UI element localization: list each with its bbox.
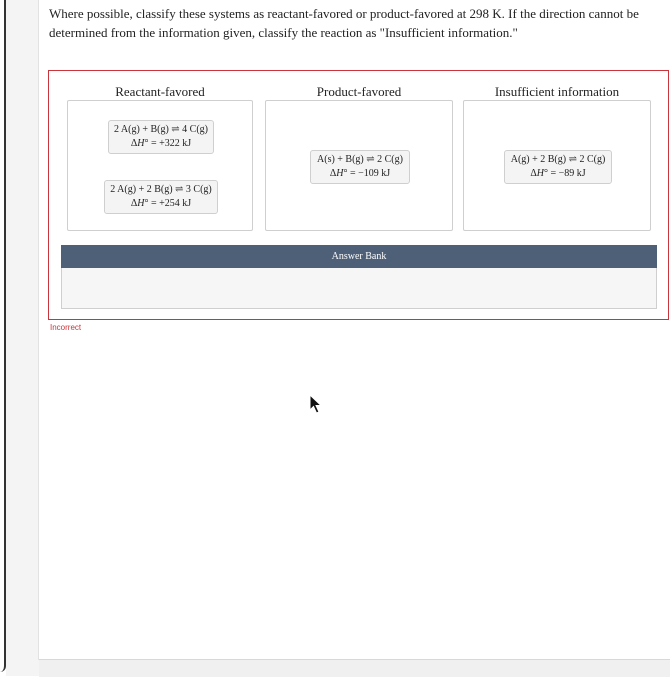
bin-title-reactant-favored: Reactant-favored [115, 84, 205, 99]
reaction-equation: 2 A(g) + B(g) ⇌ 4 C(g) [113, 124, 208, 135]
reaction-enthalpy: ΔH° = +254 kJ [130, 198, 192, 209]
gutter-divider [38, 0, 39, 660]
reaction-tile[interactable] [310, 150, 410, 184]
question-text: Where possible, classify these systems as reactant-favored or product-favored at 298 K. If the direction cannot be determined from the information given, classify the reaction as "Insufficient information." [49, 6, 639, 40]
reaction-tile[interactable] [504, 150, 612, 184]
reaction-equation: A(g) + 2 B(g) ⇌ 2 C(g) [510, 154, 606, 165]
answer-bank-dropzone[interactable] [61, 268, 657, 309]
mouse-pointer-icon [309, 394, 323, 419]
feedback-status: Incorrect [50, 323, 82, 332]
bin-title-insufficient-information: Insufficient information [494, 84, 620, 99]
bin-product-favored[interactable] [265, 100, 453, 231]
reaction-equation: A(s) + B(g) ⇌ 2 C(g) [317, 154, 403, 165]
reaction-equation: 2 A(g) + 2 B(g) ⇌ 3 C(g) [110, 184, 212, 195]
bin-insufficient-information[interactable] [463, 100, 651, 231]
answer-bank-header: Answer Bank [61, 245, 657, 268]
reaction-enthalpy: ΔH° = −109 kJ [329, 168, 391, 179]
reaction-enthalpy: ΔH° = +322 kJ [130, 138, 192, 149]
left-gutter [6, 0, 39, 676]
reaction-enthalpy: ΔH° = −89 kJ [530, 168, 586, 179]
reaction-tile[interactable] [108, 120, 214, 154]
bottom-toolbar [39, 659, 670, 677]
bin-reactant-favored[interactable] [67, 100, 253, 231]
reaction-tile[interactable] [104, 180, 218, 214]
bin-title-product-favored: Product-favored [316, 84, 402, 99]
